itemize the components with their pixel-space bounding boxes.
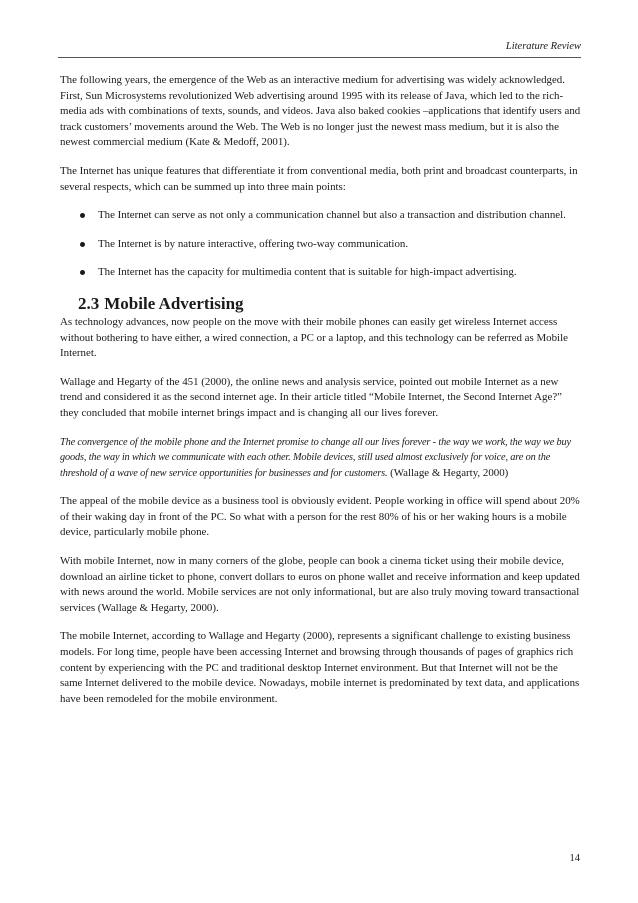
- bullet-icon: [80, 213, 85, 218]
- page-body: [60, 73, 582, 720]
- header-rule: [58, 57, 581, 58]
- paragraph-internet-features: The Internet has unique features that differentiate it from conventional media, both print and broadcast counterparts, in several respects, which can be summed up into three main points:: [60, 164, 578, 193]
- section-heading: [60, 294, 582, 314]
- bullet-text: The Internet has the capacity for multimedia content that is suitable for high-impact advertising.: [98, 266, 517, 279]
- paragraph-business-tool: The appeal of the mobile device as a business tool is obviously evident. People working in office will spend about 20% of their waking day in front of the PC. So what with a person for the rest 80% of his or her waking hours is a mobile device, particularly mobile phone.: [60, 495, 580, 539]
- list-item: [60, 237, 582, 253]
- section-title: Mobile Advertising: [104, 293, 244, 313]
- bullet-text: The Internet is by nature interactive, offering two-way communication.: [98, 237, 409, 250]
- quote-text: The convergence of the mobile phone and the Internet promise to change all our lives forever - the way we work, the way we buy goods, the way in which we communicate with each other. Mobile devices, still used almost exclusively for voice, are on the threshold of a wave of new service opportunities for businesses and for customers.: [60, 436, 571, 479]
- bullet-text: The Internet can serve as not only a communication channel but also a transaction and distribution channel.: [98, 209, 566, 222]
- running-header: Literature Review: [505, 41, 581, 52]
- paragraph-wallage-hegarty: Wallage and Hegarty of the 451 (2000), the online news and analysis service, pointed out mobile Internet as a new trend and considered it as the second internet age. In their article titled “Mobile Internet, the Second Internet Age?” they concluded that mobile internet brings impact and is changing all our lives forever.: [60, 375, 562, 419]
- feature-bullet-list: [60, 208, 582, 281]
- list-item: [60, 208, 582, 224]
- section-number: 2.3: [78, 293, 100, 313]
- bullet-icon: [80, 270, 85, 275]
- quote-citation: (Wallage & Hegarty, 2000): [387, 466, 509, 479]
- paragraph-business-models: The mobile Internet, according to Wallage and Hegarty (2000), represents a significant challenge to existing business models. For long time, people have been accessing Internet and browsing through thousands of pages of graphics rich content by experiencing with the PC and traditional desktop Internet environment. But that Internet will not be the same Internet delivered to the mobile device. Nowadays, mobile internet is predominated by text data, and applications have been remodeled for the mobile environment.: [60, 630, 580, 705]
- paragraph-web-emergence: The following years, the emergence of the Web as an interactive medium for advertising was widely acknowledged. First, Sun Microsystems revolutionized Web advertising around 1995 with its release of Java, which led to the rich-media ads with combinations of texts, sounds, and videos. Java also baked cookies –applications that identify users and track customers’ movements around the Web. The Web is no longer just the newest mass medium, but it is also the newest commercial medium (Kate & Medoff, 2001).: [60, 74, 581, 149]
- block-quote: [60, 435, 582, 482]
- bullet-icon: [80, 242, 85, 247]
- list-item: [60, 265, 582, 281]
- paragraph-mobile-intro: As technology advances, now people on the move with their mobile phones can easily get wireless Internet access without bothering to have either, a wired connection, a PC or a laptop, and this technology can be referred as Mobile Internet.: [60, 315, 568, 360]
- page-number: 14: [569, 853, 580, 864]
- paragraph-mobile-services: With mobile Internet, now in many corners of the globe, people can book a cinema ticket using their mobile device, download an airline ticket to phone, convert dollars to euros on phone wallet and receive information and keep updated with news around the world. Mobile services are not only informational, but are also truly moving toward transactional services (Wallage & Hegarty, 2000).: [60, 555, 580, 614]
